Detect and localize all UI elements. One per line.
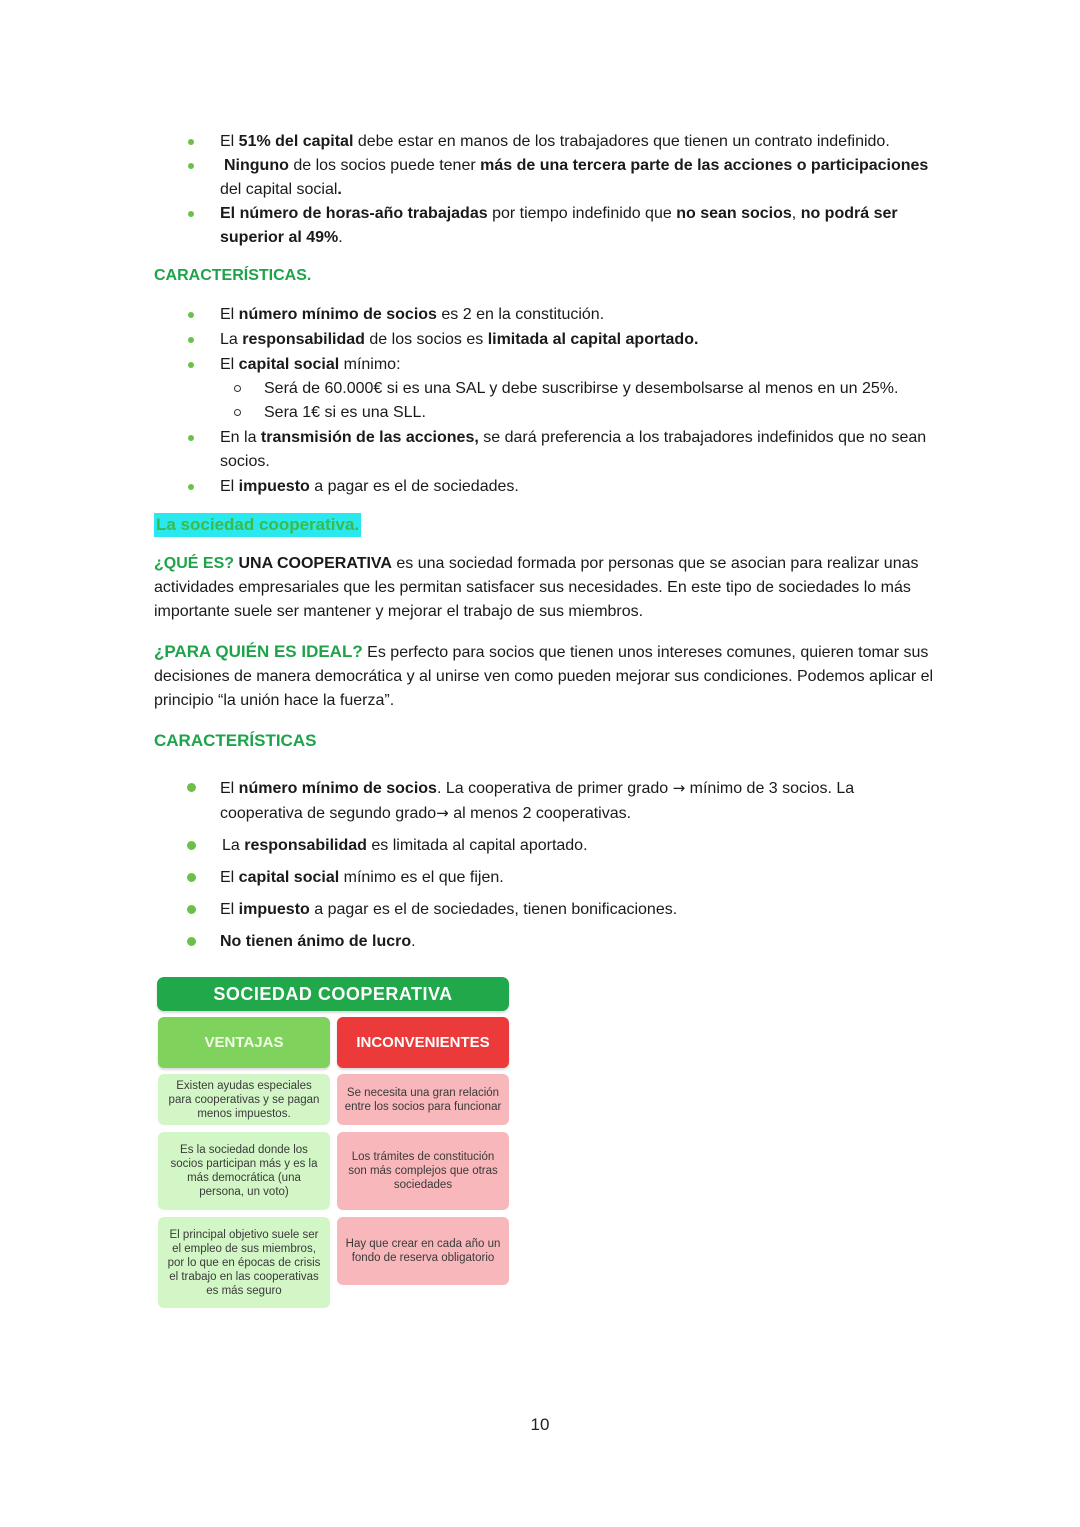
text: El: [220, 356, 239, 373]
highlight-heading-wrap: [154, 513, 934, 538]
text: debe estar en manos de los trabajadores que tienen un contrato indefinido.: [353, 133, 890, 150]
line: el empleo de sus miembros,: [172, 1242, 316, 1255]
bold-text: impuesto: [238, 478, 310, 495]
bold-text: no sean socios: [676, 205, 792, 222]
inconveniente-box: [337, 1132, 509, 1210]
bold-text: capital social: [238, 356, 340, 373]
line: menos impuestos.: [197, 1107, 291, 1120]
paragraph-para-quien: [154, 640, 934, 713]
list-item: [154, 834, 934, 858]
line: para cooperativas y se pagan: [168, 1093, 320, 1106]
list-item: [154, 154, 934, 202]
bold-text: limitada al capital aportado.: [487, 331, 699, 348]
line: Es la sociedad donde los: [180, 1144, 308, 1156]
list-item: [154, 202, 934, 250]
text: La: [222, 837, 245, 854]
text: El: [220, 780, 239, 797]
line: el trabajo en las cooperativas: [169, 1270, 319, 1283]
inconveniente-box: [337, 1074, 509, 1125]
text: mínimo de 3 socios. La cooperativa de segundo grado: [220, 780, 855, 822]
text: por tiempo indefinido que: [487, 205, 677, 222]
highlight-heading: La sociedad cooperativa.: [154, 513, 361, 537]
list-item: [154, 475, 934, 499]
text: Es perfecto para socios que tienen unos intereses comunes, quieren tomar sus decisiones de manera democrática y al unirse ven como pueden mejorar sus condiciones. Podemos aplicar el principio “la unión hace la fuerza”.: [154, 644, 934, 709]
list-item: [154, 130, 934, 154]
text: del capital social: [220, 181, 338, 198]
line: es más seguro: [206, 1284, 282, 1297]
cooperative-infographic: [157, 977, 509, 1312]
list-item: [154, 353, 934, 425]
characteristics-list: [154, 303, 934, 499]
inconveniente-box: [337, 1217, 509, 1285]
label: ¿PARA QUIÉN ES IDEAL?: [154, 642, 363, 661]
label: ¿QUÉ ES?: [154, 555, 235, 572]
bold-text: transmisión de las acciones,: [260, 429, 479, 446]
text: El: [220, 133, 239, 150]
box-text: [168, 1228, 321, 1298]
line: más democrática (una: [187, 1172, 301, 1184]
text: La: [220, 331, 243, 348]
bold-text: número mínimo de socios: [238, 780, 437, 797]
bold-text: .: [337, 181, 342, 198]
ventaja-box: [158, 1217, 330, 1308]
list-item: [154, 898, 934, 922]
text: mínimo:: [339, 356, 401, 373]
text: a pagar es el de sociedades, tienen bonificaciones.: [309, 901, 678, 918]
page-content: [154, 130, 934, 962]
section-title-caracteristicas: CARACTERÍSTICAS.: [154, 267, 312, 284]
section-title-caracteristicas-2: CARACTERÍSTICAS: [154, 731, 317, 750]
bold-text: más de una tercera parte de las acciones o participaciones: [480, 157, 929, 174]
list-item: [154, 328, 934, 352]
line: persona, un voto): [199, 1186, 289, 1198]
text: es limitada al capital aportado.: [366, 837, 588, 854]
box-text: [346, 1237, 501, 1265]
bold-text: UNA COOPERATIVA: [238, 555, 392, 572]
bold-text: No tienen ánimo de lucro: [220, 933, 412, 950]
text: El: [220, 901, 239, 918]
line: son más complejos que otras: [348, 1165, 498, 1177]
text: El: [220, 478, 239, 495]
line: socios participan más y es la: [170, 1158, 318, 1170]
text: ,: [791, 205, 801, 222]
page-number: 10: [530, 1415, 550, 1434]
line: Se necesita una gran relación: [346, 1086, 500, 1099]
arrow-icon: →: [436, 804, 449, 822]
line: por lo que en épocas de crisis: [167, 1256, 321, 1269]
line: fondo de reserva obligatorio: [351, 1252, 495, 1264]
bold-text: responsabilidad: [242, 331, 365, 348]
text: El: [220, 869, 239, 886]
infographic-title: SOCIEDAD COOPERATIVA: [157, 977, 509, 1011]
line: Existen ayudas especiales: [176, 1079, 312, 1092]
bold-text: Ninguno: [224, 157, 289, 174]
list-item: [154, 426, 934, 474]
bold-text: número mínimo de socios: [238, 306, 437, 323]
list-item: [154, 776, 934, 826]
text: a pagar es el de sociedades.: [309, 478, 519, 495]
sub-list-item: Sera 1€ si es una SLL.: [220, 401, 934, 425]
sub-list-item: Será de 60.000€ si es una SAL y debe suscribirse y desembolsarse al menos en un 25%.: [220, 377, 934, 401]
sub-list: [220, 377, 934, 425]
line: sociedades: [393, 1179, 453, 1191]
box-text: [345, 1086, 502, 1114]
box-text: [348, 1150, 498, 1192]
bold-text: responsabilidad: [244, 837, 367, 854]
bold-text: impuesto: [238, 901, 310, 918]
line: entre los socios para funcionar: [344, 1100, 502, 1113]
line: El principal objetivo suele ser: [169, 1228, 319, 1241]
bold-text: 51% del capital: [238, 133, 354, 150]
bold-text: capital social: [238, 869, 340, 886]
paragraph-que-es: [154, 552, 934, 624]
box-text: [169, 1079, 320, 1121]
line: Hay que crear en cada año un: [345, 1238, 501, 1250]
ventaja-box: [158, 1132, 330, 1210]
list-item: [154, 866, 934, 890]
list-item: [154, 303, 934, 327]
text: de los socios es: [364, 331, 488, 348]
line: Los trámites de constitución: [351, 1151, 495, 1163]
text: de los socios puede tener: [288, 157, 481, 174]
text: . La cooperativa de primer grado: [436, 780, 673, 797]
ventaja-box: [158, 1074, 330, 1125]
requirements-list: [154, 130, 934, 250]
text: mínimo es el que fijen.: [339, 869, 504, 886]
list-item: [154, 930, 934, 954]
box-text: [170, 1143, 317, 1199]
text: se dará preferencia a los trabajadores indefinidos que no sean socios.: [220, 429, 927, 470]
text: al menos 2 cooperativas.: [448, 805, 632, 822]
text: El: [220, 306, 239, 323]
ventajas-header: VENTAJAS: [158, 1017, 330, 1068]
text: es una sociedad formada por personas que se asocian para realizar unas actividades empresariales que les permitan satisfacer sus necesidades. En este tipo de sociedades lo más importante suele ser mantener y mejorar el trabajo de sus miembros.: [154, 555, 919, 620]
inconvenientes-header: INCONVENIENTES: [337, 1017, 509, 1068]
text: En la: [220, 429, 261, 446]
bold-text: El número de horas-año trabajadas: [220, 205, 488, 222]
text: es 2 en la constitución.: [436, 306, 605, 323]
cooperative-characteristics-list: [154, 776, 934, 954]
bold-text: no podrá ser superior al 49%: [220, 205, 898, 246]
text: .: [338, 229, 343, 246]
text: .: [411, 933, 416, 950]
arrow-icon: →: [672, 779, 686, 797]
